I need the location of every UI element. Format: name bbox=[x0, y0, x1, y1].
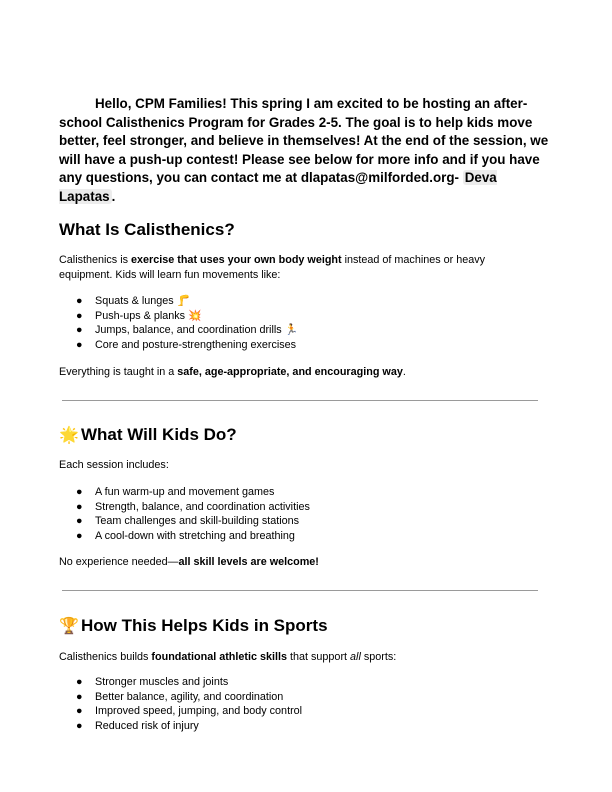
section3-lead: Calisthenics builds foundational athletic skills that support all sports: bbox=[59, 651, 397, 663]
section1-list bbox=[59, 294, 298, 353]
bullet-icon: ● bbox=[76, 530, 83, 543]
bullet-icon: ● bbox=[76, 339, 83, 352]
intro-paragraph bbox=[59, 95, 554, 207]
bullet-icon: ● bbox=[76, 486, 83, 498]
list-item: ● Improved speed, jumping, and body control bbox=[76, 705, 303, 718]
trophy-emoji-icon: 🏆 bbox=[59, 618, 79, 635]
section-heading-what-is: What Is Calisthenics? bbox=[59, 220, 235, 239]
list-item: ● Jumps, balance, and coordination drills 🏃 bbox=[76, 324, 299, 337]
section2-closing: No experience needed—all skill levels are welcome! bbox=[59, 556, 319, 568]
list-item: ● Reduced risk of injury bbox=[76, 720, 199, 733]
section-heading-sports: 🏆 How This Helps Kids in Sports bbox=[59, 616, 328, 635]
horizontal-divider bbox=[62, 400, 538, 401]
list-item: ● Core and posture-strengthening exercises bbox=[76, 339, 297, 352]
intro-text: Hello, CPM Families! This spring I am excited to be hosting an after-school Calisthenics Program for Grades 2-5. The goal is to help kids move better, feel stronger, and believe in themselves! At the end of the session, we will have a push-up contest! Please see below for more info and if you have any questions, you can contact me at dlapatas@milforded.org- bbox=[59, 96, 549, 186]
list-item: ● Strength, balance, and coordination activities bbox=[76, 500, 310, 513]
section1-description: Calisthenics is exercise that uses your own body weight instead of machines or heavy equipment. Kids will learn fun movements like: bbox=[59, 254, 486, 281]
bullet-icon: ● bbox=[76, 705, 83, 718]
section2-lead: Each session includes: bbox=[59, 459, 169, 471]
bullet-icon: ● bbox=[76, 515, 83, 528]
burst-emoji-icon: 💥 bbox=[188, 309, 202, 322]
bullet-icon: ● bbox=[76, 324, 83, 337]
list-item: ● Better balance, agility, and coordination bbox=[76, 690, 284, 703]
bullet-icon: ● bbox=[76, 676, 83, 688]
section3-list bbox=[59, 675, 302, 734]
list-item: ● Team challenges and skill-building stations bbox=[76, 515, 300, 528]
section2-list bbox=[59, 485, 310, 544]
star-emoji-icon: 🌟 bbox=[59, 427, 79, 444]
intro-end: . bbox=[111, 188, 116, 204]
list-item: ● Push-ups & planks 💥 bbox=[76, 309, 202, 322]
bullet-icon: ● bbox=[76, 295, 83, 307]
runner-emoji-icon: 🏃 bbox=[284, 324, 299, 337]
list-item: ● Squats & lunges 🦵 bbox=[76, 295, 191, 307]
section1-closing: Everything is taught in a safe, age-appropriate, and encouraging way. bbox=[59, 366, 406, 378]
horizontal-divider bbox=[62, 590, 538, 591]
person-chip[interactable]: Deva Lapatas bbox=[59, 170, 497, 204]
bullet-icon: ● bbox=[76, 500, 83, 513]
bullet-icon: ● bbox=[76, 309, 83, 322]
bullet-icon: ● bbox=[76, 690, 83, 703]
list-item: ● A cool-down with stretching and breathing bbox=[76, 530, 295, 543]
section-heading-what-will-kids-do: 🌟 What Will Kids Do? bbox=[59, 425, 237, 444]
leg-emoji-icon: 🦵 bbox=[176, 295, 191, 307]
bullet-icon: ● bbox=[76, 720, 83, 733]
list-item: ● A fun warm-up and movement games bbox=[76, 486, 275, 498]
list-item: ● Stronger muscles and joints bbox=[76, 676, 229, 688]
